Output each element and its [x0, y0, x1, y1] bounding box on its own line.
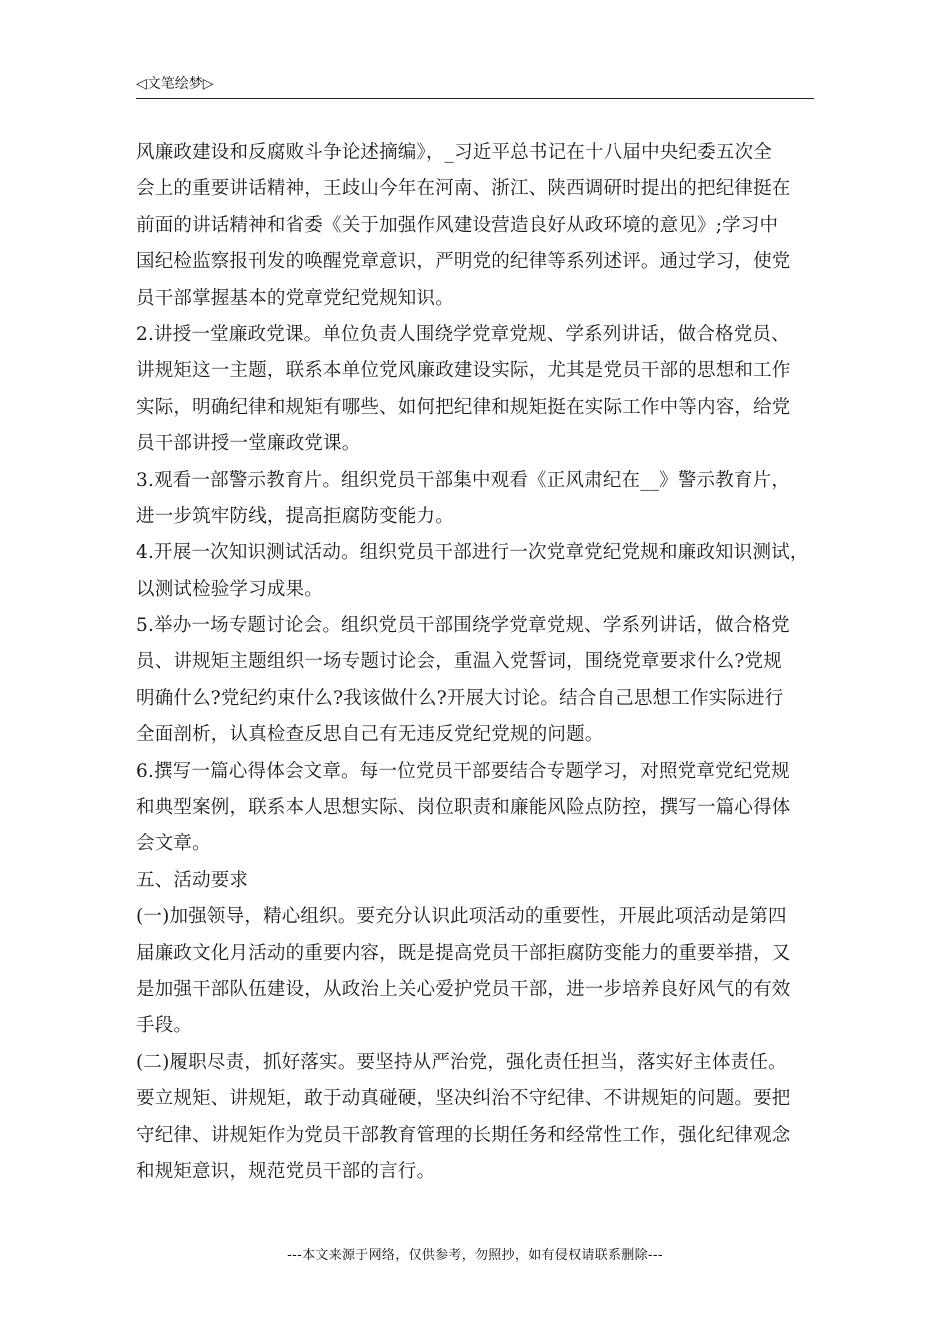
body-line: 和规矩意识，规范党员干部的言行。 [136, 1160, 436, 1182]
body-line: (一)加强领导，精心组织。要充分认识此项活动的重要性，开展此项活动是第四 [136, 906, 787, 928]
page-header [136, 74, 814, 99]
body-line: 风廉政建设和反腐败斗争论述摘编》，_习近平总书记在十八届中央纪委五次全 [136, 142, 773, 163]
body-line: 员干部讲授一堂廉政党课。 [136, 433, 361, 455]
body-line: 讲规矩这一主题，联系本单位党风廉政建设实际，尤其是党员干部的思想和工作 [136, 360, 791, 382]
body-line: 前面的讲话精神和省委《关于加强作风建设营造良好从政环境的意见》;学习中 [136, 214, 779, 236]
body-line: 6.撰写一篇心得体会文章。每一位党员干部要结合专题学习，对照党章党纪党规 [136, 760, 790, 782]
body-line: 实际，明确纪律和规矩有哪些、如何把纪律和规矩挺在实际工作中等内容，给党 [136, 396, 791, 418]
body-line: 4.开展一次知识测试活动。组织党员干部进行一次党章党纪党规和廉政知识测试， [136, 542, 809, 564]
body-line: 国纪检监察报刊发的唤醒党章意识，严明党的纪律等系列述评。通过学习，使党 [136, 251, 791, 273]
body-line: 会文章。 [136, 833, 211, 855]
body-line: 2.讲授一堂廉政党课。单位负责人围绕学党章党规、学系列讲话，做合格党员、 [136, 323, 790, 345]
body-line: 全面剖析，认真检查反思自己有无违反党纪党规的问题。 [136, 724, 604, 746]
body-line: 届廉政文化月活动的重要内容，既是提高党员干部拒腐防变能力的重要举措，又 [136, 942, 791, 964]
document-body [136, 135, 816, 1190]
body-line: 手段。 [136, 1015, 193, 1037]
body-line: 是加强干部队伍建设，从政治上关心爱护党员干部，进一步培养良好风气的有效 [136, 978, 791, 1000]
body-line: 员、讲规矩主题组织一场专题讨论会，重温入党誓词，围绕党章要求什么?党规 [136, 651, 782, 673]
header-logo-text: ◁文笔绘梦▷ [136, 76, 214, 92]
body-line: 进一步筑牢防线，提高拒腐防变能力。 [136, 505, 454, 527]
body-line: 3.观看一部警示教育片。组织党员干部集中观看《正风肃纪在__》警示教育片， [136, 469, 791, 491]
body-line: 明确什么?党纪约束什么?我该做什么?开展大讨论。结合自己思想工作实际进行 [136, 687, 784, 709]
body-line: 会上的重要讲话精神，王歧山今年在河南、浙江、陕西调研时提出的把纪律挺在 [136, 178, 791, 200]
body-line: 5.举办一场专题讨论会。组织党员干部围绕学党章党规、学系列讲话，做合格党 [136, 615, 790, 637]
body-line: 要立规矩、讲规矩，敢于动真碰硬，坚决纠治不守纪律、不讲规矩的问题。要把 [136, 1088, 791, 1110]
page-footer: ---本文来源于网络，仅供参考，勿照抄，如有侵权请联系删除--- [287, 1248, 663, 1263]
body-line: 守纪律、讲规矩作为党员干部教育管理的长期任务和经常性工作，强化纪律观念 [136, 1124, 791, 1146]
body-line: (二)履职尽责，抓好落实。要坚持从严治党，强化责任担当，落实好主体责任。 [136, 1051, 787, 1073]
section-heading: 五、活动要求 [136, 869, 249, 891]
body-line: 以测试检验学习成果。 [136, 578, 324, 600]
body-line: 员干部掌握基本的党章党纪党规知识。 [136, 287, 454, 309]
body-line: 和典型案例，联系本人思想实际、岗位职责和廉能风险点防控，撰写一篇心得体 [136, 797, 791, 819]
